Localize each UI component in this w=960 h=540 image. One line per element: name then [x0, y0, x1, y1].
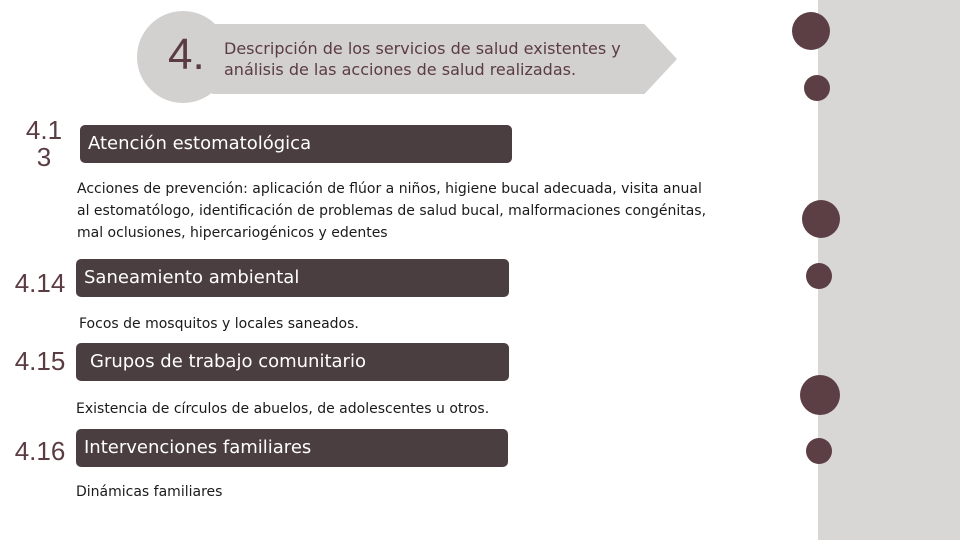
decorative-dot [802, 200, 840, 238]
right-side-strip [818, 0, 960, 540]
section-description: Focos de mosquitos y locales saneados. [79, 316, 359, 332]
decorative-dot [800, 375, 840, 415]
section-description: Existencia de círculos de abuelos, de adolescentes u otros. [76, 401, 490, 417]
section-title-bar: Atención estomatológica [80, 125, 512, 163]
decorative-dot [792, 12, 830, 50]
decorative-dot [804, 75, 830, 101]
section-description: Acciones de prevención: aplicación de flúor a niños, higiene bucal adecuada, visita anual al estomatólogo, identificación de problemas de salud bucal, malformaciones congénitas, mal oclusiones, hipercariogénicos y edentes [77, 181, 707, 241]
section-number: 4.14 [14, 268, 66, 298]
section-number: 4.16 [14, 436, 66, 466]
header-number: 4. [168, 30, 205, 79]
section-title-bar: Saneamiento ambiental [76, 259, 509, 297]
section-number: 4.1 3 [25, 115, 63, 172]
section-number: 4.15 [14, 346, 66, 376]
decorative-dot [806, 438, 832, 464]
section-title-bar: Intervenciones familiares [76, 429, 508, 467]
section-title-bar: Grupos de trabajo comunitario [76, 343, 509, 381]
header-title: Descripción de los servicios de salud existentes y análisis de las acciones de salud realizadas. [224, 39, 621, 79]
section-description: Dinámicas familiares [76, 484, 223, 500]
decorative-dot [806, 263, 832, 289]
